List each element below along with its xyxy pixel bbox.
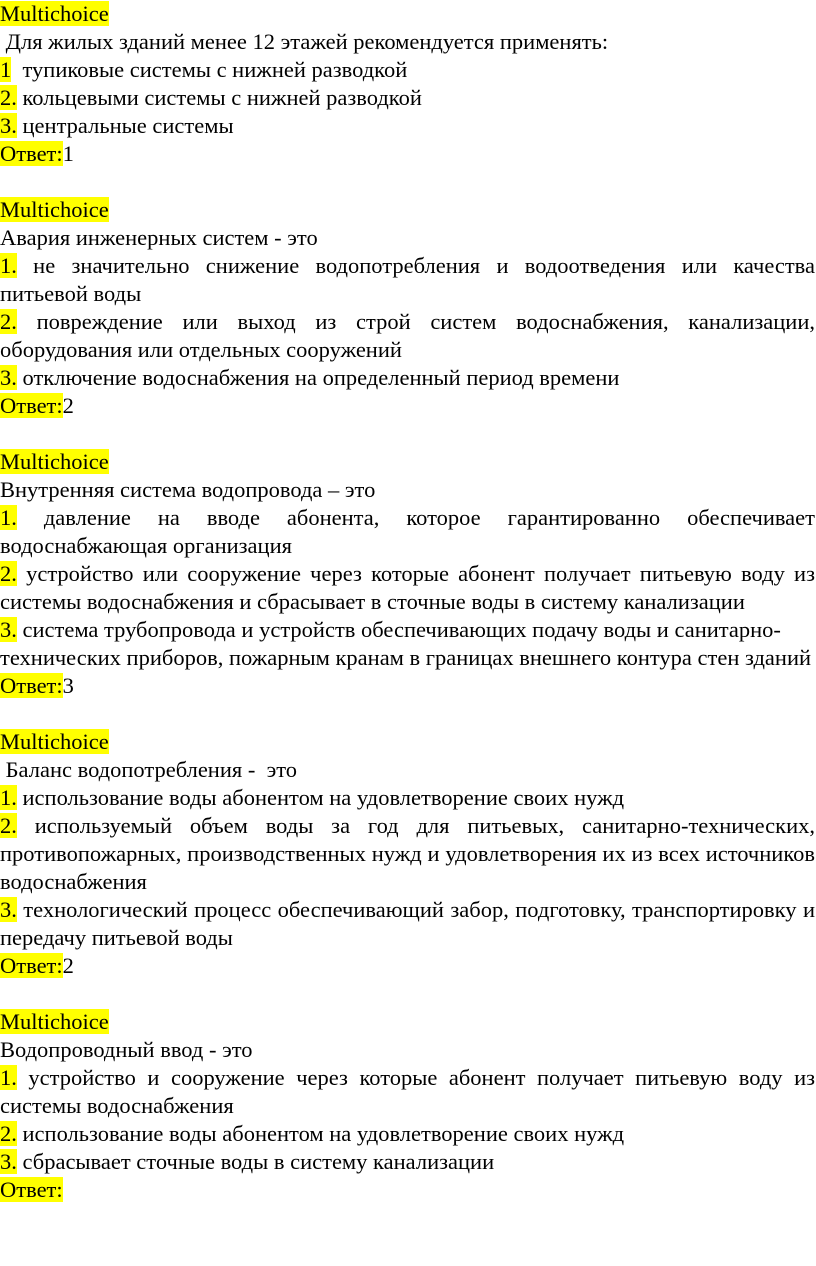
answer-line [0, 952, 815, 980]
option-number: 1 [0, 57, 12, 82]
option-number: 1. [0, 1065, 17, 1090]
question-block [0, 448, 815, 700]
question-text: Для жилых зданий менее 12 этажей рекомендуется применять: [0, 29, 609, 54]
option-text: использование воды абонентом на удовлетворение своих нужд [16, 785, 625, 810]
option-item [0, 84, 815, 112]
answer-line [0, 672, 815, 700]
option-number: 3. [0, 1149, 17, 1174]
option-item [0, 252, 815, 308]
answer-label: Ответ: [0, 1177, 63, 1202]
option-text: тупиковые системы с нижней разводкой [11, 57, 408, 82]
option-number: 2. [0, 309, 17, 334]
answer-value: 2 [62, 393, 74, 418]
question-block [0, 728, 815, 980]
option-text: сбрасывает сточные воды в систему канализации [16, 1149, 495, 1174]
question-type-label: Multichoice [0, 1009, 109, 1034]
option-text: давление на вводе абонента, которое гарантированно обеспечивает водоснабжающая организация [0, 505, 815, 558]
question-type [0, 728, 815, 756]
option-number: 3. [0, 113, 17, 138]
question-block [0, 0, 815, 168]
option-number: 1. [0, 785, 17, 810]
question-type-label: Multichoice [0, 729, 109, 754]
question-text: Водопроводный ввод - это [0, 1037, 253, 1062]
option-text: повреждение или выход из строй систем водоснабжения, канализации, оборудования или отдельных сооружений [0, 309, 815, 362]
option-text: устройство или сооружение через которые абонент получает питьевую воду из системы водоснабжения и сбрасывает в сточные воды в систему канализации [0, 561, 815, 614]
question-type-label: Multichoice [0, 197, 109, 222]
answer-line [0, 1176, 815, 1204]
option-text: используемый объем воды за год для питьевых, санитарно-технических, противопожарных, производственных нужд и удовлетворения их из всех источников водоснабжения [0, 813, 815, 894]
question-type [0, 196, 815, 224]
question-text: Баланс водопотребления - это [0, 757, 298, 782]
question-type-label: Multichoice [0, 1, 109, 26]
option-number: 2. [0, 1121, 17, 1146]
question-block [0, 196, 815, 420]
option-item [0, 364, 815, 392]
option-item [0, 112, 815, 140]
answer-label: Ответ: [0, 673, 63, 698]
question-type [0, 448, 815, 476]
option-text: система трубопровода и устройств обеспечивающих подачу воды и санитарно-технических приборов, пожарным кранам в границах внешнего контура стен зданий [0, 617, 812, 670]
question-text: Внутренняя система водопровода – это [0, 477, 376, 502]
answer-label: Ответ: [0, 141, 63, 166]
option-number: 1. [0, 505, 17, 530]
option-number: 3. [0, 617, 17, 642]
answer-label: Ответ: [0, 393, 63, 418]
answer-line [0, 392, 815, 420]
option-text: кольцевыми системы с нижней разводкой [16, 85, 422, 110]
question-text: Авария инженерных систем - это [0, 225, 318, 250]
answer-line [0, 140, 815, 168]
option-text: не значительно снижение водопотребления и водоотведения или качества питьевой воды [0, 253, 815, 306]
option-text: технологический процесс обеспечивающий забор, подготовку, транспортировку и передачу питьевой воды [0, 897, 815, 950]
question-type [0, 0, 815, 28]
option-text: использование воды абонентом на удовлетворение своих нужд [16, 1121, 625, 1146]
option-number: 1. [0, 253, 17, 278]
option-item [0, 896, 815, 952]
option-item [0, 784, 815, 812]
option-number: 2. [0, 561, 17, 586]
option-number: 3. [0, 365, 17, 390]
option-item [0, 308, 815, 364]
answer-value: 3 [62, 673, 74, 698]
option-item [0, 812, 815, 896]
option-item [0, 1148, 815, 1176]
question-type [0, 1008, 815, 1036]
option-item [0, 1064, 815, 1120]
option-text: центральные системы [16, 113, 234, 138]
question-block [0, 1008, 815, 1204]
answer-value: 1 [62, 141, 74, 166]
option-item [0, 504, 815, 560]
option-text: отключение водоснабжения на определенный период времени [16, 365, 620, 390]
question-type-label: Multichoice [0, 449, 109, 474]
option-number: 3. [0, 897, 17, 922]
option-item [0, 616, 815, 672]
answer-label: Ответ: [0, 953, 63, 978]
option-number: 2. [0, 813, 17, 838]
option-item [0, 560, 815, 616]
option-number: 2. [0, 85, 17, 110]
option-text: устройство и сооружение через которые абонент получает питьевую воду из системы водоснабжения [0, 1065, 815, 1118]
option-item [0, 56, 815, 84]
answer-value: 2 [62, 953, 74, 978]
option-item [0, 1120, 815, 1148]
